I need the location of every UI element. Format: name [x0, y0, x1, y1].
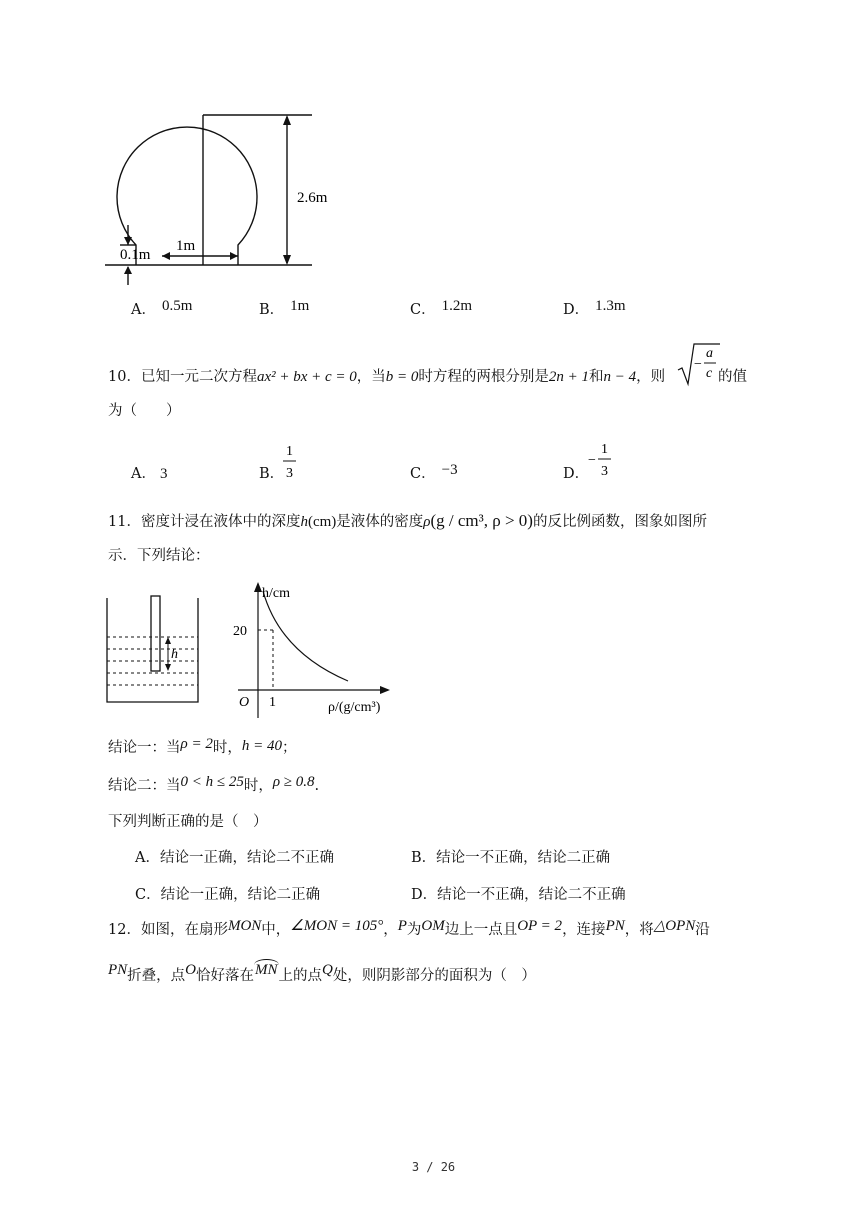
q12-line1: 12．如图，在扇形MON中，∠MON = 105°，P为OM边上一点且OP = 2，连接PN，将△OPN沿	[108, 918, 710, 938]
y-tick-20: 20	[233, 624, 247, 639]
x-axis-label: ρ/(g/cm³)	[328, 700, 381, 715]
q10-line1-end: 的值	[718, 369, 747, 385]
svg-text:a: a	[706, 346, 713, 361]
arc-mn: MN	[254, 959, 279, 980]
beaker-figure	[104, 594, 204, 706]
origin-label: O	[239, 695, 250, 710]
q10-option-a[interactable]: A． 3	[131, 466, 168, 482]
q10-line2: 为（ ）	[108, 403, 181, 419]
sqrt-fraction	[676, 340, 721, 388]
q9-option-b[interactable]: B． 1m	[259, 298, 310, 318]
q11-option-b[interactable]: B．结论一不正确，结论二正确	[411, 850, 611, 866]
q11-option-a[interactable]: A．结论一正确，结论二不正确	[135, 850, 334, 866]
q11-line2: 示．下列结论：	[108, 548, 210, 564]
beaker-h-label: h	[171, 647, 178, 662]
q9-option-d[interactable]: D． 1.3m	[563, 298, 626, 318]
arch-door-figure	[100, 105, 350, 290]
q11-judge: 下列判断正确的是（ ）	[108, 814, 268, 830]
svg-text:c: c	[706, 366, 713, 381]
q11-conclusion-1: 结论一：当ρ = 2时，h = 40；	[108, 736, 297, 756]
inverse-function-graph	[228, 580, 398, 720]
label-gap: 0.1m	[120, 247, 151, 263]
svg-text:3: 3	[601, 464, 608, 479]
label-width: 1m	[176, 238, 196, 254]
q9-option-a[interactable]: A． 0.5m	[131, 298, 193, 318]
q11-line1: 11．密度计浸在液体中的深度h(cm)是液体的密度ρ(g / cm³, ρ > 0)的反比例函数，图象如图所	[108, 511, 707, 530]
q10-option-d[interactable]: D．	[563, 466, 590, 482]
q12-line2: PN折叠，点O恰好落在MN上的点Q处，则阴影部分的面积为（ ）	[108, 965, 536, 986]
q10-line1: 10．已知一元二次方程ax² + bx + c = 0，当b = 0时方程的两根分别是2n + 1和n − 4，则	[108, 369, 666, 385]
q9-option-c[interactable]: C． 1.2m	[410, 298, 473, 318]
svg-text:1: 1	[601, 442, 608, 457]
q11-option-c[interactable]: C．结论一正确，结论二正确	[135, 887, 321, 903]
q10-option-d-fraction	[586, 438, 614, 480]
q10-option-b[interactable]: B．	[259, 466, 285, 482]
q10-option-c[interactable]: C． −3	[410, 462, 458, 482]
y-axis-label: h/cm	[262, 586, 290, 601]
label-height: 2.6m	[297, 190, 328, 206]
svg-text:−: −	[588, 453, 596, 468]
x-tick-1: 1	[269, 695, 276, 710]
svg-text:3: 3	[286, 466, 293, 481]
q11-conclusion-2: 结论二：当0 < h ≤ 25时，ρ ≥ 0.8.	[108, 774, 320, 794]
svg-text:−: −	[694, 357, 702, 372]
page-number: 3 / 26	[411, 1160, 456, 1174]
svg-text:1: 1	[286, 444, 293, 459]
q11-option-d[interactable]: D．结论一不正确，结论二不正确	[411, 887, 626, 903]
q10-option-b-fraction	[282, 440, 298, 482]
